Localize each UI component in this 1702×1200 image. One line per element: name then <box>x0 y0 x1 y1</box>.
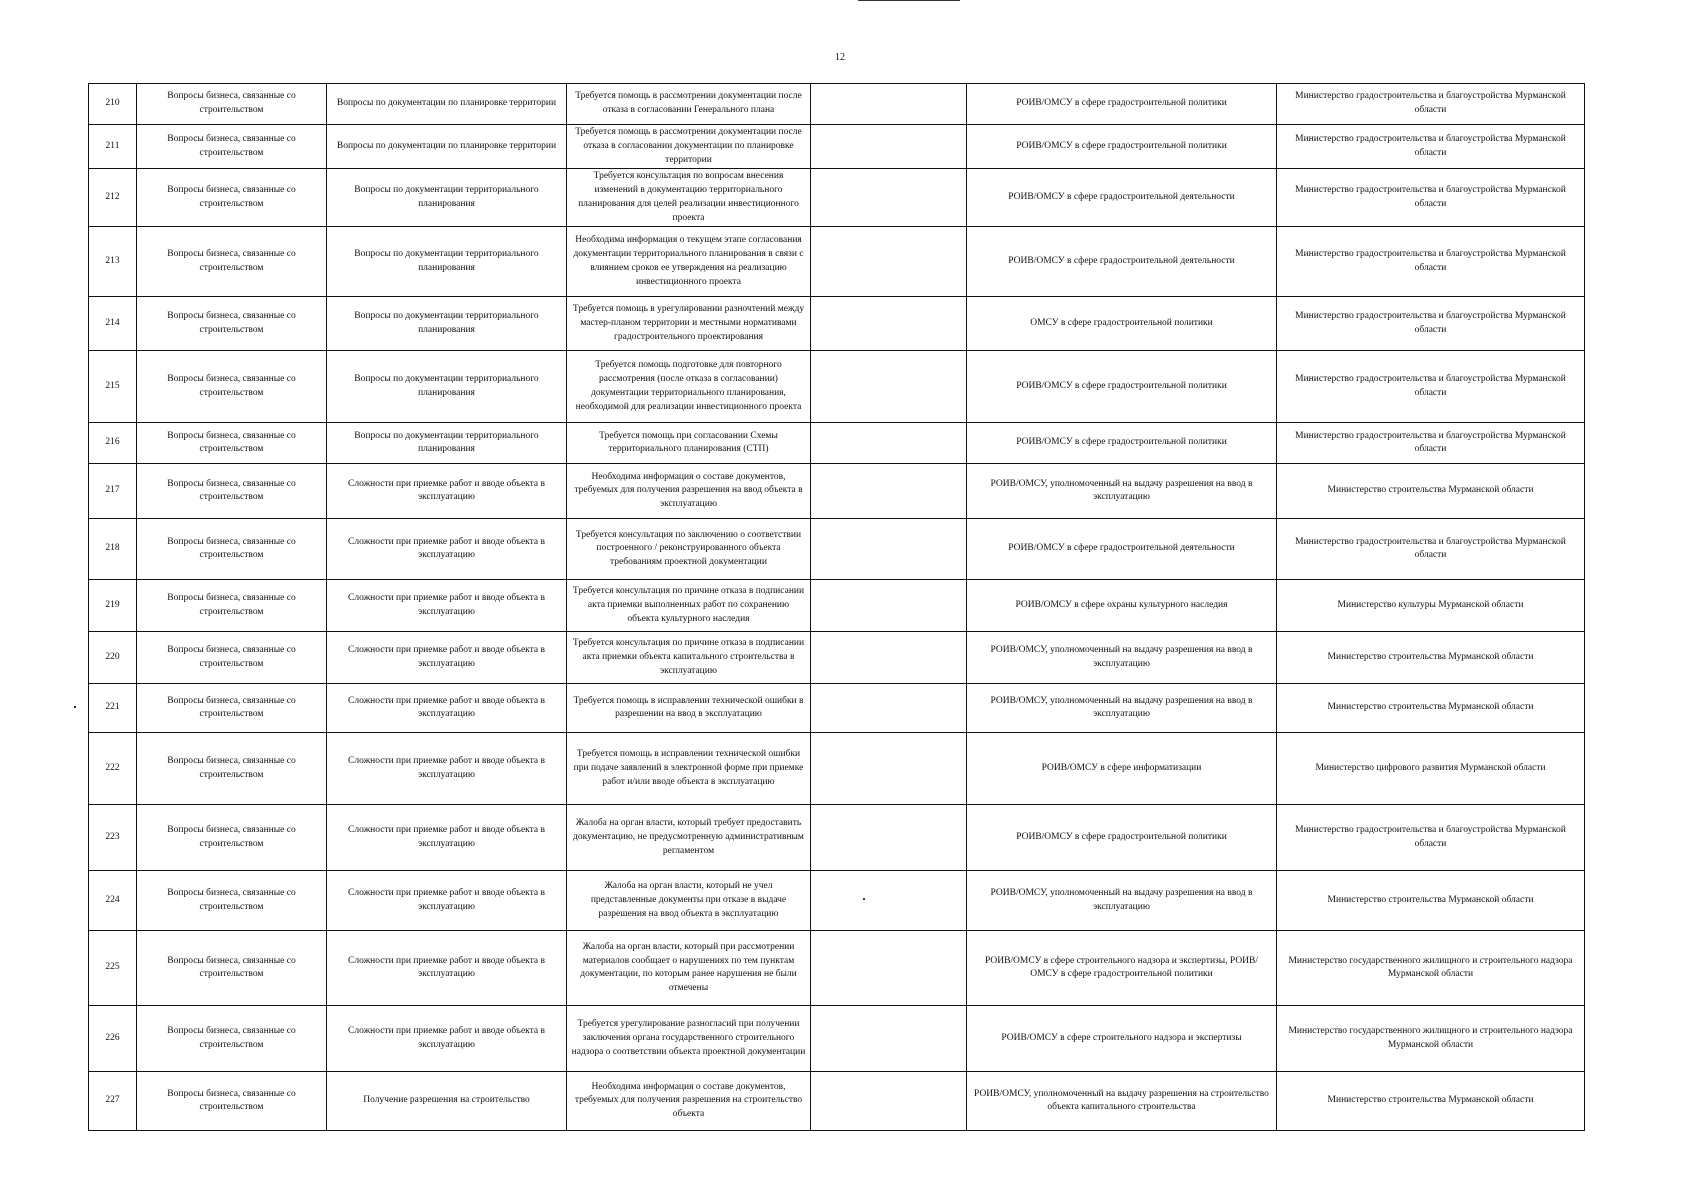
table-row <box>89 125 1585 169</box>
extra-cell <box>811 84 967 125</box>
ministry-cell: Министерство градостроительства и благоустройства Мурманской области <box>1277 125 1585 169</box>
extra-cell <box>811 297 967 351</box>
registry-table <box>88 83 1585 1131</box>
subcategory-cell: Вопросы по документации территориального планирования <box>327 297 567 351</box>
description-cell: Требуется помощь при согласовании Схемы территориального планирования (СТП) <box>567 423 811 464</box>
subcategory-cell: Сложности при приемке работ и вводе объекта в эксплуатацию <box>327 871 567 931</box>
table-row <box>89 227 1585 297</box>
subcategory-cell: Сложности при приемке работ и вводе объекта в эксплуатацию <box>327 632 567 684</box>
ministry-cell: Министерство строительства Мурманской области <box>1277 871 1585 931</box>
category-cell: Вопросы бизнеса, связанные со строительством <box>137 125 327 169</box>
extra-cell <box>811 351 967 423</box>
row-number: 211 <box>89 125 137 169</box>
table-row <box>89 684 1585 733</box>
row-number: 223 <box>89 805 137 871</box>
authority-cell: РОИВ/ОМСУ в сфере градостроительной политики <box>967 84 1277 125</box>
category-cell: Вопросы бизнеса, связанные со строительством <box>137 423 327 464</box>
extra-cell <box>811 733 967 805</box>
ministry-cell: Министерство градостроительства и благоустройства Мурманской области <box>1277 169 1585 227</box>
description-cell: Необходима информация о составе документов, требуемых для получения разрешения на ввод объекта в эксплуатацию <box>567 464 811 519</box>
row-number: 226 <box>89 1006 137 1072</box>
row-number: 214 <box>89 297 137 351</box>
subcategory-cell: Сложности при приемке работ и вводе объекта в эксплуатацию <box>327 519 567 580</box>
extra-cell <box>811 227 967 297</box>
description-cell: Требуется урегулирование разногласий при получении заключения органа государственного строительного надзора о соответствии объекта проектной документации <box>567 1006 811 1072</box>
ministry-cell: Министерство культуры Мурманской области <box>1277 580 1585 632</box>
ministry-cell: Министерство строительства Мурманской области <box>1277 1072 1585 1131</box>
authority-cell: РОИВ/ОМСУ в сфере градостроительной деятельности <box>967 169 1277 227</box>
subcategory-cell: Вопросы по документации территориального планирования <box>327 351 567 423</box>
description-cell: Требуется консультация по причине отказа в подписании акта приемки объекта капитального строительства в эксплуатацию <box>567 632 811 684</box>
extra-cell <box>811 1006 967 1072</box>
row-number: 225 <box>89 931 137 1006</box>
description-cell: Требуется помощь в урегулировании разночтений между мастер-планом территории и местными нормативами градостроительного проектирования <box>567 297 811 351</box>
ministry-cell: Министерство государственного жилищного и строительного надзора Мурманской области <box>1277 931 1585 1006</box>
authority-cell: РОИВ/ОМСУ в сфере градостроительной политики <box>967 125 1277 169</box>
category-cell: Вопросы бизнеса, связанные со строительством <box>137 580 327 632</box>
extra-cell <box>811 1072 967 1131</box>
category-cell: Вопросы бизнеса, связанные со строительством <box>137 351 327 423</box>
category-cell: Вопросы бизнеса, связанные со строительством <box>137 464 327 519</box>
subcategory-cell: Вопросы по документации территориального планирования <box>327 227 567 297</box>
table-row <box>89 297 1585 351</box>
ministry-cell: Министерство строительства Мурманской области <box>1277 632 1585 684</box>
ministry-cell: Министерство градостроительства и благоустройства Мурманской области <box>1277 805 1585 871</box>
description-cell: Требуется помощь в рассмотрении документации после отказа в согласовании документации по планировке территории <box>567 125 811 169</box>
category-cell: Вопросы бизнеса, связанные со строительством <box>137 632 327 684</box>
authority-cell: РОИВ/ОМСУ в сфере информатизации <box>967 733 1277 805</box>
subcategory-cell: Вопросы по документации по планировке территории <box>327 84 567 125</box>
extra-cell <box>811 632 967 684</box>
table-row <box>89 632 1585 684</box>
authority-cell: РОИВ/ОМСУ в сфере градостроительной политики <box>967 805 1277 871</box>
subcategory-cell: Сложности при приемке работ и вводе объекта в эксплуатацию <box>327 805 567 871</box>
authority-cell: РОИВ/ОМСУ, уполномоченный на выдачу разрешения на ввод в эксплуатацию <box>967 684 1277 733</box>
ministry-cell: Министерство строительства Мурманской области <box>1277 464 1585 519</box>
table-row <box>89 733 1585 805</box>
extra-cell <box>811 464 967 519</box>
description-cell: Требуется консультация по заключению о соответствии построенного / реконструированного объекта требованиям проектной документации <box>567 519 811 580</box>
category-cell: Вопросы бизнеса, связанные со строительством <box>137 84 327 125</box>
category-cell: Вопросы бизнеса, связанные со строительством <box>137 871 327 931</box>
ministry-cell: Министерство строительства Мурманской области <box>1277 684 1585 733</box>
table-row <box>89 580 1585 632</box>
authority-cell: РОИВ/ОМСУ, уполномоченный на выдачу разрешения на ввод в эксплуатацию <box>967 464 1277 519</box>
ministry-cell: Министерство градостроительства и благоустройства Мурманской области <box>1277 84 1585 125</box>
subcategory-cell: Вопросы по документации территориального планирования <box>327 423 567 464</box>
authority-cell: РОИВ/ОМСУ в сфере градостроительной деятельности <box>967 519 1277 580</box>
category-cell: Вопросы бизнеса, связанные со строительством <box>137 1072 327 1131</box>
extra-cell <box>811 931 967 1006</box>
ministry-cell: Министерство градостроительства и благоустройства Мурманской области <box>1277 423 1585 464</box>
extra-cell <box>811 684 967 733</box>
authority-cell: РОИВ/ОМСУ, уполномоченный на выдачу разрешения на строительство объекта капитального строительства <box>967 1072 1277 1131</box>
category-cell: Вопросы бизнеса, связанные со строительством <box>137 519 327 580</box>
category-cell: Вопросы бизнеса, связанные со строительством <box>137 684 327 733</box>
description-cell: Требуется консультация по причине отказа в подписании акта приемки выполненных работ по сохранению объекта культурного наследия <box>567 580 811 632</box>
category-cell: Вопросы бизнеса, связанные со строительством <box>137 169 327 227</box>
table-row <box>89 423 1585 464</box>
extra-cell <box>811 519 967 580</box>
row-number: 215 <box>89 351 137 423</box>
subcategory-cell: Получение разрешения на строительство <box>327 1072 567 1131</box>
ministry-cell: Министерство градостроительства и благоустройства Мурманской области <box>1277 351 1585 423</box>
category-cell: Вопросы бизнеса, связанные со строительством <box>137 1006 327 1072</box>
row-number: 218 <box>89 519 137 580</box>
category-cell: Вопросы бизнеса, связанные со строительством <box>137 931 327 1006</box>
description-cell: Необходима информация о текущем этапе согласования документации территориального планирования в связи с влиянием сроков ее утверждения на реализацию инвестиционного проекта <box>567 227 811 297</box>
ministry-cell: Министерство цифрового развития Мурманской области <box>1277 733 1585 805</box>
extra-cell <box>811 169 967 227</box>
table-row <box>89 351 1585 423</box>
subcategory-cell: Вопросы по документации территориального планирования <box>327 169 567 227</box>
subcategory-cell: Сложности при приемке работ и вводе объекта в эксплуатацию <box>327 1006 567 1072</box>
extra-cell <box>811 423 967 464</box>
table-row <box>89 84 1585 125</box>
table-row <box>89 931 1585 1006</box>
row-number: 213 <box>89 227 137 297</box>
authority-cell: РОИВ/ОМСУ в сфере строительного надзора и экспертизы, РОИВ/ОМСУ в сфере градостроительной политики <box>967 931 1277 1006</box>
registry-table-body <box>89 84 1585 1131</box>
subcategory-cell: Сложности при приемке работ и вводе объекта в эксплуатацию <box>327 464 567 519</box>
subcategory-cell: Сложности при приемке работ и вводе объекта в эксплуатацию <box>327 733 567 805</box>
row-number: 216 <box>89 423 137 464</box>
extra-cell <box>811 805 967 871</box>
subcategory-cell: Вопросы по документации по планировке территории <box>327 125 567 169</box>
row-number: 224 <box>89 871 137 931</box>
description-cell: Требуется помощь в исправлении технической ошибки при подаче заявлений в электронной форме при приемке работ и/или вводе объекта в эксплуатацию <box>567 733 811 805</box>
authority-cell: РОИВ/ОМСУ в сфере градостроительной политики <box>967 423 1277 464</box>
authority-cell: РОИВ/ОМСУ, уполномоченный на выдачу разрешения на ввод в эксплуатацию <box>967 871 1277 931</box>
category-cell: Вопросы бизнеса, связанные со строительством <box>137 805 327 871</box>
page-number: 12 <box>835 52 845 63</box>
subcategory-cell: Сложности при приемке работ и вводе объекта в эксплуатацию <box>327 684 567 733</box>
authority-cell: РОИВ/ОМСУ в сфере градостроительной политики <box>967 351 1277 423</box>
authority-cell: РОИВ/ОМСУ в сфере строительного надзора и экспертизы <box>967 1006 1277 1072</box>
description-cell: Требуется помощь подготовке для повторного рассмотрения (после отказа в согласовании) документации территориального планирования, необходимой для реализации инвестиционного проекта <box>567 351 811 423</box>
ministry-cell: Министерство градостроительства и благоустройства Мурманской области <box>1277 519 1585 580</box>
row-number: 219 <box>89 580 137 632</box>
table-row <box>89 464 1585 519</box>
ministry-cell: Министерство градостроительства и благоустройства Мурманской области <box>1277 297 1585 351</box>
description-cell: Требуется консультация по вопросам внесения изменений в документацию территориального планирования для целей реализации инвестиционного проекта <box>567 169 811 227</box>
ministry-cell: Министерство государственного жилищного и строительного надзора Мурманской области <box>1277 1006 1585 1072</box>
extra-cell <box>811 871 967 931</box>
category-cell: Вопросы бизнеса, связанные со строительством <box>137 297 327 351</box>
description-cell: Жалоба на орган власти, который при рассмотрении материалов сообщает о нарушениях по тем пунктам документации, по которым ранее нарушения не были отмечены <box>567 931 811 1006</box>
description-cell: Жалоба на орган власти, который не учел представленные документы при отказе в выдаче разрешения на ввод объекта в эксплуатацию <box>567 871 811 931</box>
category-cell: Вопросы бизнеса, связанные со строительством <box>137 227 327 297</box>
row-number: 212 <box>89 169 137 227</box>
table-row <box>89 169 1585 227</box>
authority-cell: РОИВ/ОМСУ, уполномоченный на выдачу разрешения на ввод в эксплуатацию <box>967 632 1277 684</box>
description-cell: Требуется помощь в рассмотрении документации после отказа в согласовании Генерального плана <box>567 84 811 125</box>
table-row <box>89 1072 1585 1131</box>
authority-cell: РОИВ/ОМСУ в сфере градостроительной деятельности <box>967 227 1277 297</box>
extra-cell <box>811 580 967 632</box>
authority-cell: ОМСУ в сфере градостроительной политики <box>967 297 1277 351</box>
row-number: 217 <box>89 464 137 519</box>
category-cell: Вопросы бизнеса, связанные со строительством <box>137 733 327 805</box>
row-number: 222 <box>89 733 137 805</box>
row-number: 220 <box>89 632 137 684</box>
row-number: 210 <box>89 84 137 125</box>
table-row <box>89 1006 1585 1072</box>
scan-speck <box>74 706 76 708</box>
table-row <box>89 519 1585 580</box>
subcategory-cell: Сложности при приемке работ и вводе объекта в эксплуатацию <box>327 580 567 632</box>
ministry-cell: Министерство градостроительства и благоустройства Мурманской области <box>1277 227 1585 297</box>
top-rule <box>858 0 960 1</box>
subcategory-cell: Сложности при приемке работ и вводе объекта в эксплуатацию <box>327 931 567 1006</box>
table-row <box>89 805 1585 871</box>
description-cell: Необходима информация о составе документов, требуемых для получения разрешения на строительство объекта <box>567 1072 811 1131</box>
row-number: 227 <box>89 1072 137 1131</box>
description-cell: Жалоба на орган власти, который требует предоставить документацию, не предусмотренную административным регламентом <box>567 805 811 871</box>
row-number: 221 <box>89 684 137 733</box>
extra-cell <box>811 125 967 169</box>
table-row <box>89 871 1585 931</box>
authority-cell: РОИВ/ОМСУ в сфере охраны культурного наследия <box>967 580 1277 632</box>
description-cell: Требуется помощь в исправлении технической ошибки в разрешении на ввод в эксплуатацию <box>567 684 811 733</box>
